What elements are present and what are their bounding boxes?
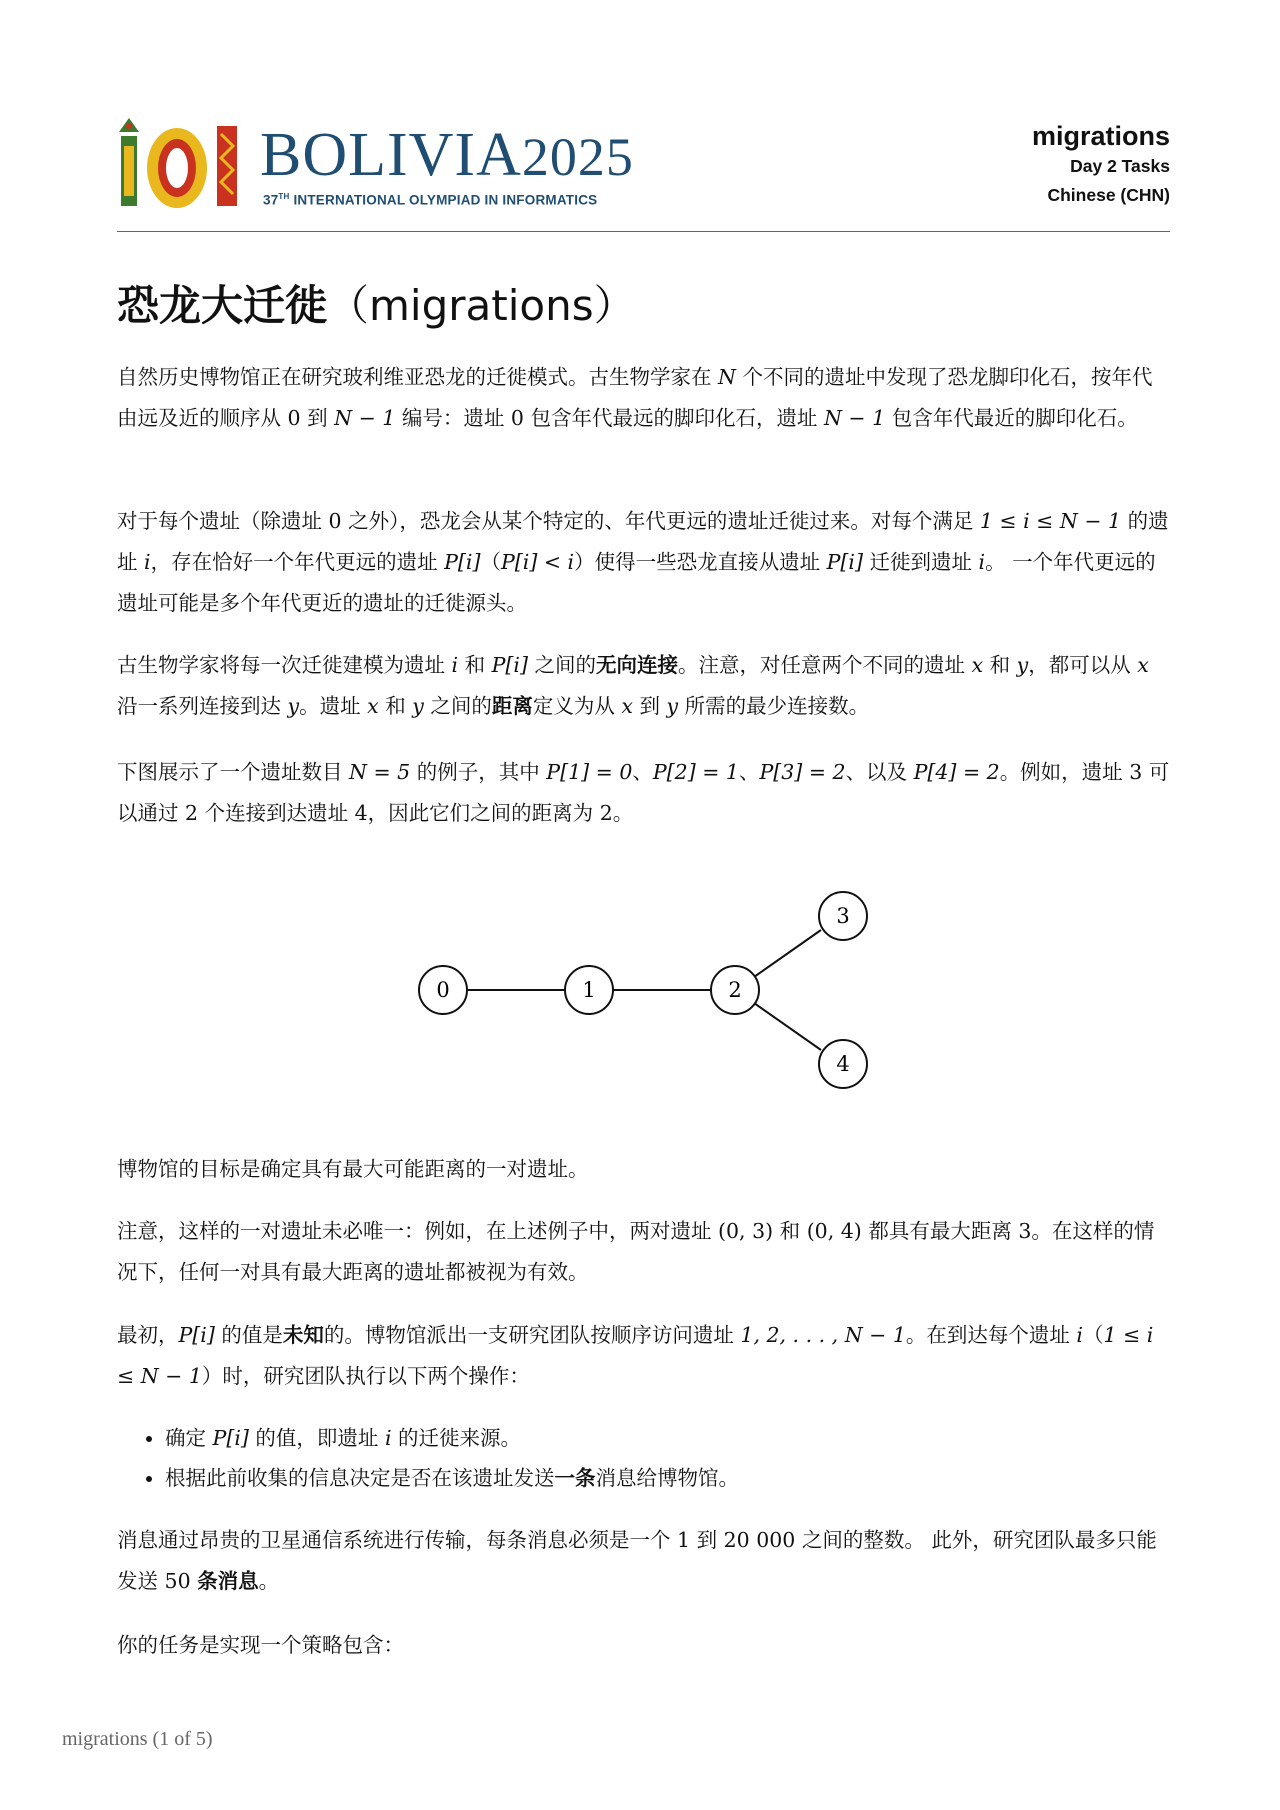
node-3-label: 3 [836, 904, 850, 928]
operations-list [117, 1418, 1170, 1498]
logo-sub-sup: TH [278, 192, 290, 201]
edge-2-3 [754, 930, 821, 977]
paragraph-example: 下图展示了一个遗址数目 N = 5 的例子，其中 P[1] = 0、P[2] = 1、P[3] = 2、以及 P[4] = 2。例如，遗址 3 可以通过 2 个连接到达遗址 4，因此它们之间的距离为 2。 [117, 760, 1170, 825]
ioi-emblem-icon [115, 116, 250, 211]
ioi-logo [115, 116, 635, 216]
header-divider [117, 231, 1170, 232]
node-1-label: 1 [582, 978, 596, 1002]
task-name: migrations [1031, 121, 1170, 151]
task-language: Chinese (CHN) [1047, 185, 1170, 206]
paragraph-distance-definition: 古生物学家将每一次迁徙建模为遗址 i 和 P[i] 之间的无向连接。注意，对任意两个不同的遗址 x 和 y，都可以从 x 沿一系列连接到达 y。遗址 x 和 y 之间的距离定义为从 x 到 y 所需的最少连接数。 [117, 653, 1149, 718]
page-footer: migrations (1 of 5) [62, 1728, 213, 1750]
node-0-label: 0 [436, 978, 450, 1002]
task-day: Day 2 Tasks [1070, 156, 1170, 177]
list-item: • 确定 P[i] 的值，即遗址 i 的迁徙来源。 [165, 1418, 1170, 1458]
paragraph-research-team: 最初，P[i] 的值是未知的。博物馆派出一支研究团队按顺序访问遗址 1, 2, . . . , N − 1。在到达每个遗址 i（1 ≤ i ≤ N − 1）时，研究团队执行以下两个操作： [117, 1323, 1154, 1388]
logo-subtitle [263, 192, 597, 208]
node-0 [419, 966, 467, 1014]
node-3 [819, 892, 867, 940]
title-en: （migrations） [327, 281, 636, 330]
node-2 [711, 966, 759, 1014]
logo-sub-rest: INTERNATIONAL OLYMPIAD IN INFORMATICS [289, 192, 598, 208]
logo-wordmark [260, 121, 634, 189]
paragraph-migration-source: 对于每个遗址（除遗址 0 之外），恐龙会从某个特定的、年代更远的遗址迁徙过来。对每个满足 1 ≤ i ≤ N − 1 的遗址 i，存在恰好一个年代更远的遗址 P[i]（P[i] < i）使得一些恐龙直接从遗址 P[i] 迁徙到遗址 i。 一个年代更远的遗址可能是多个年代更近的遗址的迁徙源头。 [117, 509, 1169, 615]
paragraph-message-limits: 消息通过昂贵的卫星通信系统进行传输，每条消息必须是一个 1 到 20 000 之间的整数。 此外，研究团队最多只能发送 50 条消息。 [117, 1528, 1157, 1593]
example-tree-diagram [400, 878, 900, 1098]
logo-year: 2025 [521, 127, 634, 187]
logo-sub-prefix: 37 [263, 192, 279, 208]
node-4-label: 4 [836, 1052, 850, 1076]
node-1 [565, 966, 613, 1014]
paragraph-task: 你的任务是实现一个策略包含： [117, 1633, 404, 1657]
node-2-label: 2 [728, 978, 742, 1002]
node-4 [819, 1040, 867, 1088]
edge-2-4 [754, 1003, 821, 1050]
title-cn: 恐龙大迁徙 [117, 281, 328, 330]
list-item: • 根据此前收集的信息决定是否在该遗址发送一条消息给博物馆。 [165, 1458, 1170, 1498]
header-task-info [1032, 120, 1170, 210]
paragraph-goal: 博物馆的目标是确定具有最大可能距离的一对遗址。 [117, 1157, 589, 1181]
page-title [117, 273, 636, 333]
paragraph-intro: 自然历史博物馆正在研究玻利维亚恐龙的迁徙模式。古生物学家在 N 个不同的遗址中发现了恐龙脚印化石，按年代由远及近的顺序从 0 到 N − 1 编号：遗址 0 包含年代最远的脚印化石，遗址 N − 1 包含年代最近的脚印化石。 [117, 365, 1153, 430]
paragraph-uniqueness-note: 注意，这样的一对遗址未必唯一：例如，在上述例子中，两对遗址 (0, 3) 和 (0, 4) 都具有最大距离 3。在这样的情况下，任何一对具有最大距离的遗址都被视为有效。 [117, 1219, 1155, 1284]
logo-main: BOLIVIA [260, 121, 522, 189]
